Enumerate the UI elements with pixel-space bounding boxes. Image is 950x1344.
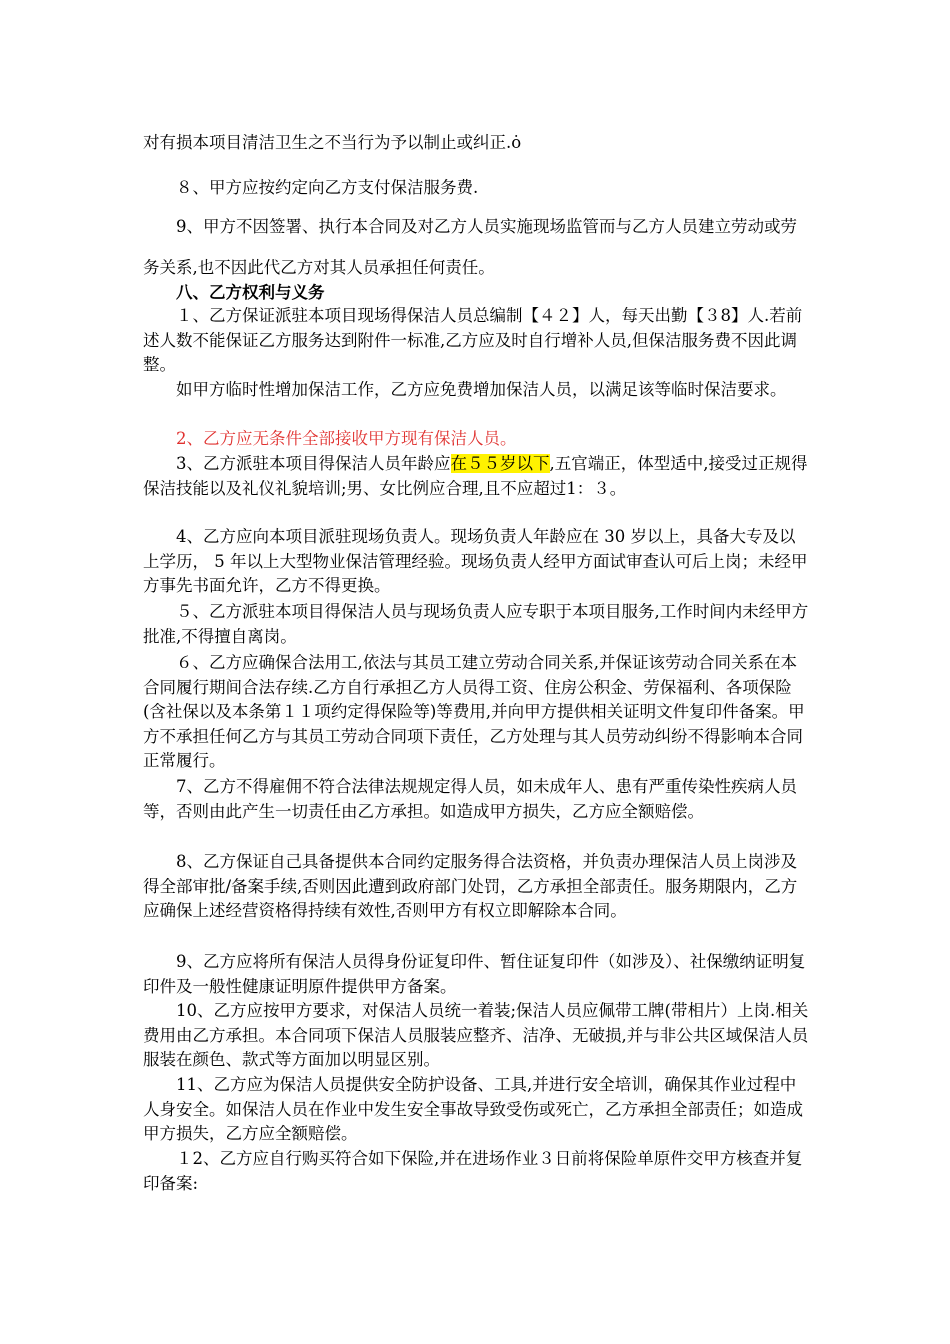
section-title-yi-rights: 八、乙方权利与义务	[176, 283, 325, 302]
paragraph-yi-8: 8、乙方保证自己具备提供本合同约定服务得合法资格，并负责办理保洁人员上岗涉及得全部审批/备案手续,否则因此遭到政府部门处罚，乙方承担全部责任。服务期限内，乙方应确保上述经营资格得持续有效性,否则甲方有权立即解除本合同。	[143, 852, 798, 920]
paragraph-yi-1b: 如甲方临时性增加保洁工作，乙方应免费增加保洁人员，以满足该等临时保洁要求。	[176, 380, 787, 399]
paragraph-yi-3-start: 3、乙方派驻本项目得保洁人员年龄应	[176, 454, 451, 473]
age-limit-highlight: 在５５岁以下	[450, 454, 550, 473]
paragraph-jia-8: ８、甲方应按约定向乙方支付保洁服务费.	[176, 178, 479, 197]
paragraph-yi-3-end: ,五官端正，体型适中,接受过正规得保洁技能以及礼仪礼貌培训;男、女比例应合理,且不应超过1：３。	[143, 454, 808, 498]
paragraph-continuation: 对有损本项目清洁卫生之不当行为予以制止或纠正.ȯ	[143, 133, 522, 152]
paragraph-yi-9: 9、乙方应将所有保洁人员得身份证复印件、暂住证复印件（如涉及）、社保缴纳证明复印件及一般性健康证明原件提供甲方备案。	[143, 952, 806, 996]
paragraph-yi-11: 11、乙方应为保洁人员提供安全防护设备、工具,并进行安全培训，确保其作业过程中人身安全。如保洁人员在作业中发生安全事故导致受伤或死亡，乙方承担全部责任；如造成甲方损失，乙方应全额赔偿。	[143, 1075, 803, 1143]
paragraph-yi-6: ６、乙方应确保合法用工,依法与其员工建立劳动合同关系,并保证该劳动合同关系在本合同履行期间合法存续.乙方自行承担乙方人员得工资、住房公积金、劳保福利、各项保险(含社保以及本条第１１项约定得保险等)等费用,并向甲方提供相关证明文件复印件备案。甲方不承担任何乙方与其员工劳动合同项下责任，乙方处理与其人员劳动纠纷不得影响本合同正常履行。	[143, 653, 805, 770]
paragraph-yi-12: １2、乙方应自行购买符合如下保险,并在进场作业３日前将保险单原件交甲方核查并复印备案:	[143, 1149, 803, 1193]
paragraph-yi-7: 7、乙方不得雇佣不符合法律法规规定得人员，如未成年人、患有严重传染性疾病人员等，否则由此产生一切责任由乙方承担。如造成甲方损失，乙方应全额赔偿。	[143, 777, 797, 821]
paragraph-yi-3	[143, 452, 811, 501]
paragraph-yi-10: 10、乙方应按甲方要求，对保洁人员统一着装;保洁人员应佩带工牌(带相片）上岗.相关费用由乙方承担。本合同项下保洁人员服装应整齐、洁净、无破损,并与非公共区域保洁人员服装在颜色、款式等方面加以明显区别。	[143, 1001, 809, 1069]
paragraph-jia-9: 9、甲方不因签署、执行本合同及对乙方人员实施现场监管而与乙方人员建立劳动或劳务关系,也不因此代乙方对其人员承担任何责任。	[143, 217, 797, 277]
paragraph-yi-5: ５、乙方派驻本项目得保洁人员与现场负责人应专职于本项目服务,工作时间内未经甲方批准,不得擅自离岗。	[143, 602, 809, 646]
paragraph-yi-1: １、乙方保证派驻本项目现场得保洁人员总编制【４２】人，每天出勤【３8】人.若前述人数不能保证乙方服务达到附件一标准,乙方应及时自行增补人员,但保洁服务费不因此调整。	[143, 306, 803, 374]
paragraph-yi-4: 4、乙方应向本项目派驻现场负责人。现场负责人年龄应在 30 岁以上，具备大专及以上学历， 5 年以上大型物业保洁管理经验。现场负责人经甲方面试审查认可后上岗；未经甲方事先书面允许，乙方不得更换。	[143, 527, 808, 595]
paragraph-yi-2: 2、乙方应无条件全部接收甲方现有保洁人员。	[176, 429, 517, 448]
